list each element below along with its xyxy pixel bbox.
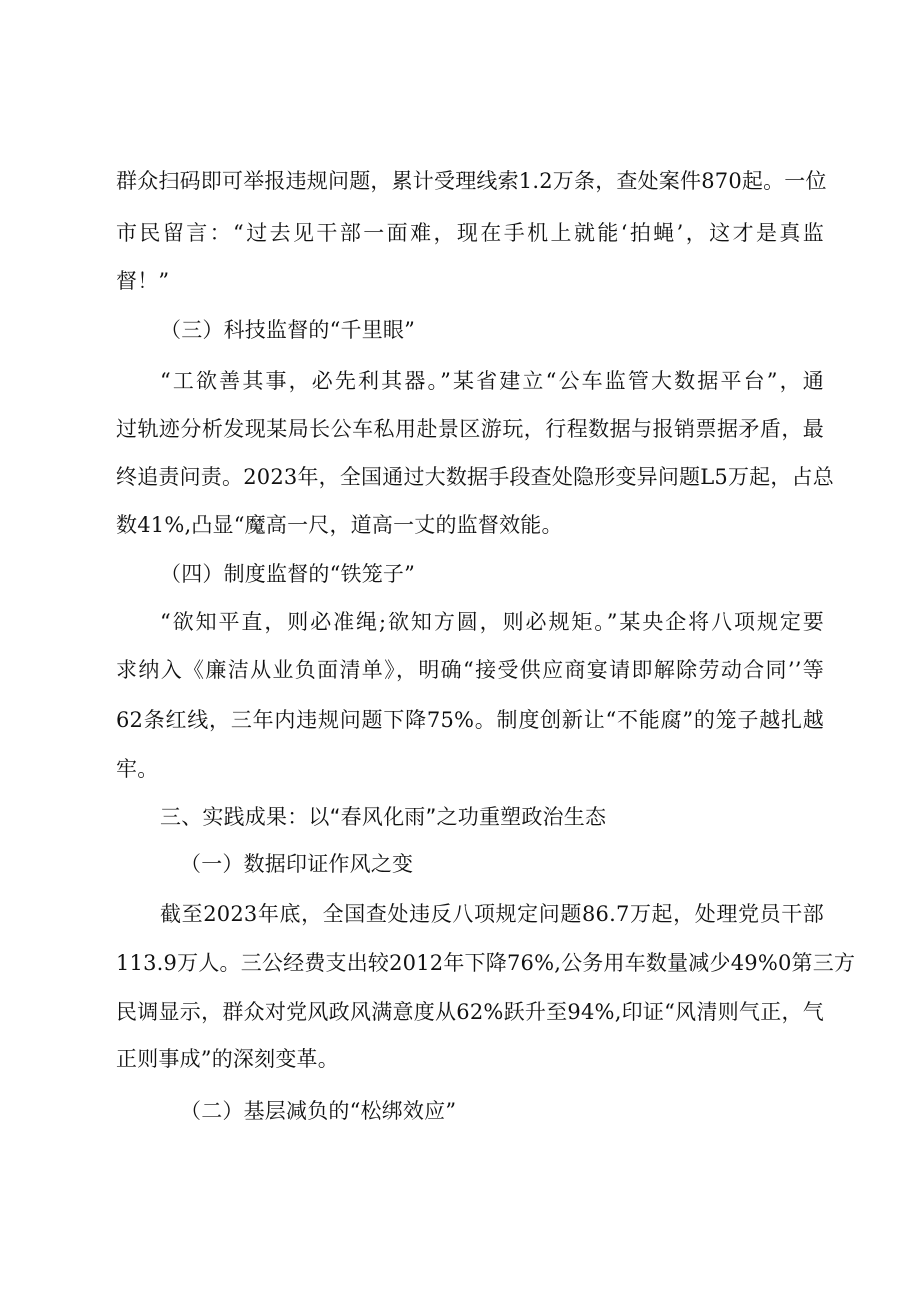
paragraph-line: 数41%,凸显“魔高一尺，道高一丈的监督效能。 — [116, 513, 563, 537]
paragraph-line: 牢。 — [116, 757, 159, 781]
paragraph-line: 截至2023年底，全国查处违反八项规定问题86.7万起，处理党员干部 — [160, 902, 824, 926]
paragraph-line: 62条红线，三年内违规问题下降75%。制度创新让“不能腐”的笼子越扎越 — [116, 708, 824, 732]
subheading-institutional-supervision: （四）制度监督的“铁笼子” — [160, 562, 416, 586]
paragraph-line: “工欲善其事，必先利其器。”某省建立“公车监管大数据平台”，通 — [160, 369, 824, 393]
paragraph-line: 督！” — [116, 269, 170, 293]
paragraph-line: 过轨迹分析发现某局长公车私用赴景区游玩，行程数据与报销票据矛盾，最 — [116, 417, 824, 441]
paragraph-line: 民调显示，群众对党风政风满意度从62%跃升至94%,印证“风清则气正，气 — [116, 1000, 824, 1024]
subheading-grassroots-relief: （二）基层减负的“松绑效应” — [180, 1099, 457, 1123]
paragraph-line: 终追责问责。2023年，全国通过大数据手段查处隐形变异问题L5万起，占总 — [116, 465, 834, 489]
paragraph-line: 求纳入《廉洁从业负面清单》，明确“接受供应商宴请即解除劳动合同’’等 — [116, 658, 824, 682]
paragraph-line: 群众扫码即可举报违规问题，累计受理线索1.2万条，查处案件870起。一位 — [116, 169, 827, 193]
subheading-tech-supervision: （三）科技监督的“千里眼” — [160, 318, 416, 342]
paragraph-line: 113.9万人。三公经费支出较2012年下降76%,公务用车数量减少49%0第三方 — [116, 951, 856, 975]
subheading-data-evidence: （一）数据印证作风之变 — [180, 852, 414, 876]
paragraph-line: 市民留言：“过去见干部一面难，现在手机上就能‘拍蝇’，这才是真监 — [116, 221, 824, 245]
section-heading-practical-results: 三、实践成果：以“春风化雨”之功重塑政治生态 — [160, 805, 607, 829]
paragraph-line: 正则事成”的深刻变革。 — [116, 1047, 339, 1071]
paragraph-line: “欲知平直，则必准绳;欲知方圆，则必规矩。”某央企将八项规定要 — [160, 610, 824, 634]
